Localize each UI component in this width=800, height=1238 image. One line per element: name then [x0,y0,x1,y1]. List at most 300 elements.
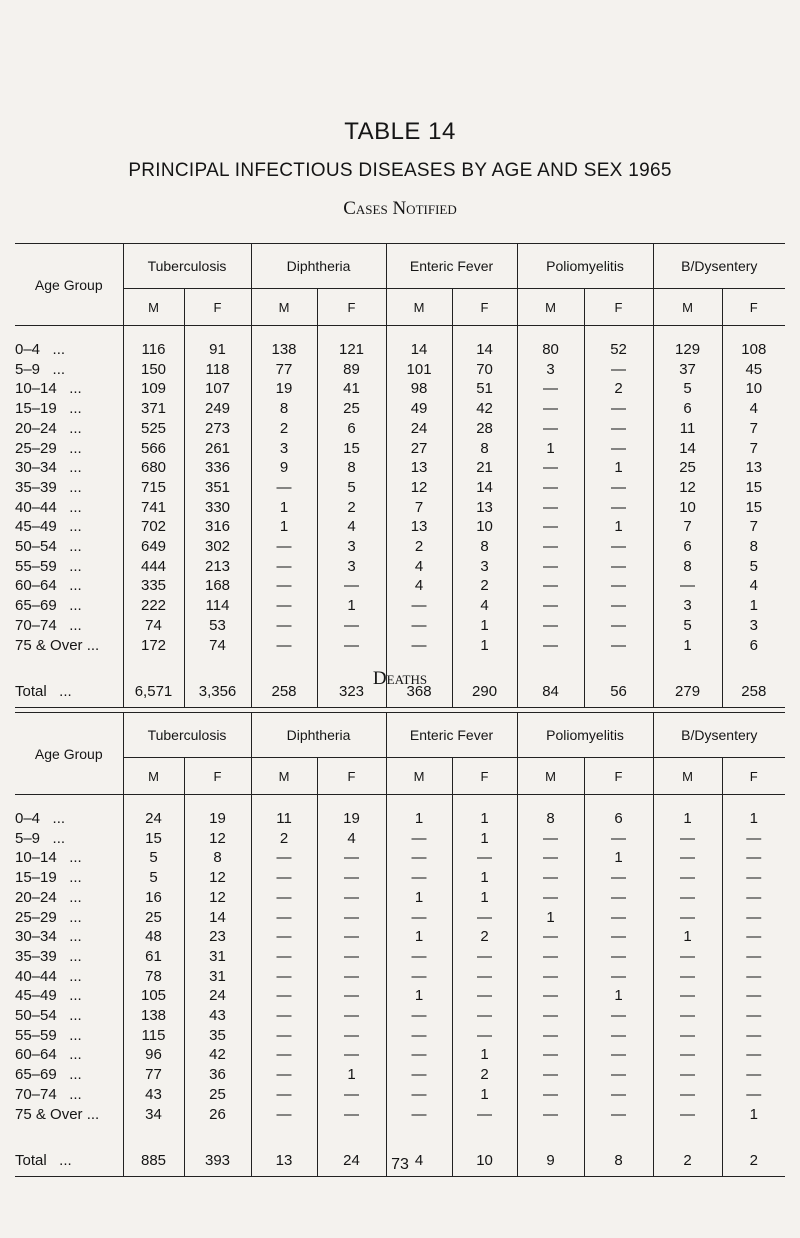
table-row [15,1006,785,1026]
page-number: 73 [391,1156,409,1173]
value-cell: — [517,986,584,1006]
value-cell: — [653,888,722,908]
value-cell: 7 [722,439,785,459]
value-cell: 19 [317,809,386,829]
value-cell: — [251,1045,317,1065]
value-cell: 8 [653,557,722,577]
table-row [15,927,785,947]
value-cell: — [251,537,317,557]
value-cell: 91 [184,340,251,360]
value-cell: 24 [317,1146,386,1177]
value-cell: — [584,1006,653,1026]
disease-header: Tuberculosis [123,244,251,289]
value-cell: 6 [722,636,785,656]
value-cell: 249 [184,399,251,419]
age-group-cell: 55–59 ... [15,557,82,575]
table-row [15,439,785,459]
value-cell: 3 [251,439,317,459]
table-row [15,360,785,380]
value-cell: — [386,1085,452,1105]
value-cell: — [584,360,653,380]
value-cell: 42 [452,399,517,419]
value-cell: 290 [452,677,517,708]
age-group-cell: 10–14 ... [15,380,82,398]
sex-header: M [386,758,452,795]
value-cell: — [517,888,584,908]
age-group-header: Age Group [34,276,103,293]
value-cell: 525 [123,419,184,439]
value-cell: 31 [184,967,251,987]
value-cell: 19 [251,379,317,399]
value-cell: — [653,1105,722,1125]
spacer-cell [722,795,785,810]
spacer-cell [386,795,452,810]
value-cell: 566 [123,439,184,459]
value-cell: 1 [722,1105,785,1125]
value-cell: 12 [653,478,722,498]
value-cell: — [584,1026,653,1046]
age-group-cell: Total ... [15,677,123,708]
table-row [15,478,785,498]
value-cell: 27 [386,439,452,459]
value-cell: — [517,379,584,399]
value-cell: 5 [317,478,386,498]
sex-header: M [653,758,722,795]
age-group-cell: 30–34 ... [15,928,82,946]
value-cell: — [452,908,517,928]
value-cell: — [584,1085,653,1105]
value-cell: 21 [452,458,517,478]
value-cell: — [317,576,386,596]
value-cell: — [517,478,584,498]
spacer-cell [653,326,722,341]
value-cell: — [517,1045,584,1065]
sex-header: F [452,758,517,795]
table-row [15,1085,785,1105]
age-group-cell: 0–4 ... [15,341,66,358]
value-cell: 12 [386,478,452,498]
sex-header: F [452,289,517,326]
value-cell: 1 [251,498,317,518]
value-cell: 129 [653,340,722,360]
spacer-cell [584,1124,653,1146]
value-cell: 116 [123,340,184,360]
table-row [15,379,785,399]
spacer-row [15,1124,785,1146]
age-group-cell: 75 & Over ... [15,636,100,654]
spacer-cell [251,795,317,810]
age-group-cell: 5–9 ... [15,829,66,847]
value-cell: — [653,576,722,596]
value-cell: — [584,537,653,557]
spacer-cell [184,326,251,341]
value-cell: 121 [317,340,386,360]
value-cell: — [584,967,653,987]
sex-header: M [517,289,584,326]
table-row [15,537,785,557]
value-cell: 741 [123,498,184,518]
age-group-cell: 10–14 ... [15,849,82,867]
value-cell: 96 [123,1045,184,1065]
value-cell: 13 [452,498,517,518]
value-cell: 5 [722,557,785,577]
value-cell: — [653,1006,722,1026]
table-row [15,908,785,928]
value-cell: 1 [584,517,653,537]
value-cell: 1 [517,439,584,459]
cases-table [15,243,785,708]
value-cell: 3 [722,616,785,636]
table-row [15,848,785,868]
table-subtitle: PRINCIPAL INFECTIOUS DISEASES BY AGE AND SEX 1965 [128,160,672,181]
value-cell: — [386,1105,452,1125]
age-group-cell: 45–49 ... [15,987,82,1005]
value-cell: — [584,498,653,518]
value-cell: 2 [251,419,317,439]
age-group-cell: 20–24 ... [15,888,82,906]
table-row [15,967,785,987]
age-group-cell: 50–54 ... [15,538,82,556]
disease-header: Poliomyelitis [517,244,653,289]
value-cell: 12 [184,868,251,888]
disease-header: Enteric Fever [386,713,517,758]
value-cell: 368 [386,677,452,708]
value-cell: 108 [722,340,785,360]
value-cell: — [584,596,653,616]
value-cell: — [517,498,584,518]
value-cell: 323 [317,677,386,708]
value-cell: — [584,478,653,498]
value-cell: — [517,1105,584,1125]
value-cell: 4 [317,517,386,537]
table-row [15,986,785,1006]
value-cell: 9 [251,458,317,478]
value-cell: 114 [184,596,251,616]
spacer-row [15,326,785,341]
value-cell: 12 [184,829,251,849]
value-cell: — [584,616,653,636]
value-cell: 3 [517,360,584,380]
value-cell: — [517,967,584,987]
value-cell: 19 [184,809,251,829]
value-cell: — [653,1026,722,1046]
sex-header: F [722,758,785,795]
value-cell: — [517,537,584,557]
value-cell: 10 [722,379,785,399]
value-cell: 74 [123,616,184,636]
value-cell: 115 [123,1026,184,1046]
value-cell: 222 [123,596,184,616]
age-group-cell: 65–69 ... [15,1066,82,1084]
value-cell: — [722,848,785,868]
value-cell: 336 [184,458,251,478]
value-cell: 14 [452,340,517,360]
value-cell: — [584,908,653,928]
value-cell: 53 [184,616,251,636]
value-cell: 6,571 [123,677,184,708]
table-row [15,576,785,596]
value-cell: — [517,1065,584,1085]
value-cell: 1 [452,1045,517,1065]
spacer-cell [386,326,452,341]
value-cell: 78 [123,967,184,987]
value-cell: 56 [584,677,653,708]
value-cell: — [517,927,584,947]
value-cell: 2 [722,1146,785,1177]
value-cell: 26 [184,1105,251,1125]
value-cell: 11 [653,419,722,439]
value-cell: 48 [123,927,184,947]
spacer-cell [15,326,123,341]
table-row [15,498,785,518]
value-cell: — [251,616,317,636]
age-group-cell: 25–29 ... [15,439,82,457]
deaths-heading: Deaths [372,668,428,689]
value-cell: — [386,947,452,967]
value-cell: 1 [386,986,452,1006]
value-cell: 1 [722,809,785,829]
value-cell: 23 [184,927,251,947]
table-row [15,868,785,888]
disease-header: Poliomyelitis [517,713,653,758]
value-cell: 4 [317,829,386,849]
value-cell: 1 [584,848,653,868]
value-cell: — [386,596,452,616]
value-cell: 74 [184,636,251,656]
table-row [15,888,785,908]
table-title: TABLE 14 [344,118,456,145]
value-cell: 138 [251,340,317,360]
value-cell: — [653,986,722,1006]
value-cell: 1 [452,829,517,849]
value-cell: — [452,967,517,987]
value-cell: 351 [184,478,251,498]
spacer-cell [317,1124,386,1146]
value-cell: — [386,829,452,849]
value-cell: 3 [452,557,517,577]
value-cell: 13 [386,517,452,537]
value-cell: — [517,829,584,849]
table-row [15,458,785,478]
value-cell: 43 [123,1085,184,1105]
value-cell: — [251,986,317,1006]
spacer-cell [317,795,386,810]
value-cell: 8 [251,399,317,419]
sex-header: M [123,289,184,326]
value-cell: — [251,927,317,947]
value-cell: 5 [123,868,184,888]
value-cell: — [317,616,386,636]
value-cell: — [251,1085,317,1105]
value-cell: — [317,1085,386,1105]
value-cell: — [452,986,517,1006]
value-cell: 34 [123,1105,184,1125]
value-cell: 89 [317,360,386,380]
spacer-cell [517,795,584,810]
value-cell: 77 [251,360,317,380]
age-group-cell: Total ... [15,1146,123,1177]
value-cell: 24 [386,419,452,439]
value-cell: — [317,848,386,868]
value-cell: — [584,636,653,656]
value-cell: 14 [452,478,517,498]
value-cell: — [517,517,584,537]
value-cell: 43 [184,1006,251,1026]
value-cell: 302 [184,537,251,557]
value-cell: 15 [123,829,184,849]
value-cell: 118 [184,360,251,380]
sex-header: F [584,758,653,795]
age-group-cell: 20–24 ... [15,419,82,437]
value-cell: 273 [184,419,251,439]
spacer-cell [184,795,251,810]
sex-header: F [184,758,251,795]
age-group-cell: 70–74 ... [15,616,82,634]
value-cell: 7 [386,498,452,518]
value-cell: 105 [123,986,184,1006]
age-group-cell: 60–64 ... [15,1046,82,1064]
value-cell: 1 [653,927,722,947]
spacer-cell [517,326,584,341]
value-cell: — [722,967,785,987]
value-cell: 14 [184,908,251,928]
value-cell: — [386,1045,452,1065]
value-cell: 109 [123,379,184,399]
spacer-cell [584,326,653,341]
value-cell: 5 [653,379,722,399]
disease-header: Enteric Fever [386,244,517,289]
value-cell: 4 [386,576,452,596]
value-cell: — [722,927,785,947]
value-cell: — [517,868,584,888]
value-cell: 13 [722,458,785,478]
sex-header: M [251,758,317,795]
value-cell: — [386,1065,452,1085]
value-cell: 2 [317,498,386,518]
value-cell: — [584,829,653,849]
value-cell: — [584,576,653,596]
sex-header: M [386,289,452,326]
value-cell: 7 [722,517,785,537]
value-cell: 258 [251,677,317,708]
value-cell: — [722,1085,785,1105]
value-cell: — [722,1026,785,1046]
age-group-cell: 35–39 ... [15,478,82,496]
value-cell: — [584,888,653,908]
value-cell: 3 [653,596,722,616]
value-cell: — [452,1026,517,1046]
value-cell: 2 [452,1065,517,1085]
spacer-cell [123,795,184,810]
value-cell: 1 [722,596,785,616]
spacer-cell [123,326,184,341]
value-cell: — [452,1006,517,1026]
value-cell: — [584,947,653,967]
table-row [15,517,785,537]
value-cell: 7 [653,517,722,537]
value-cell: 1 [653,809,722,829]
value-cell: — [251,868,317,888]
value-cell: — [317,927,386,947]
value-cell: 80 [517,340,584,360]
value-cell: — [317,868,386,888]
value-cell: 25 [653,458,722,478]
value-cell: 28 [452,419,517,439]
age-group-cell: 75 & Over ... [15,1105,100,1123]
value-cell: — [317,1105,386,1125]
value-cell: 35 [184,1026,251,1046]
value-cell: 4 [452,596,517,616]
value-cell: — [584,1045,653,1065]
value-cell: — [722,986,785,1006]
value-cell: — [517,1006,584,1026]
value-cell: 6 [653,399,722,419]
value-cell: 7 [722,419,785,439]
value-cell: 2 [653,1146,722,1177]
value-cell: 1 [653,636,722,656]
value-cell: 1 [452,636,517,656]
sex-header: F [317,289,386,326]
value-cell: — [584,927,653,947]
value-cell: — [251,1105,317,1125]
value-cell: 1 [452,616,517,636]
spacer-cell [653,1124,722,1146]
spacer-cell [251,326,317,341]
cases-heading: Cases Notified [343,198,457,219]
value-cell: 1 [452,1085,517,1105]
value-cell: 8 [722,537,785,557]
value-cell: — [452,947,517,967]
age-group-cell: 15–19 ... [15,869,82,887]
value-cell: — [317,986,386,1006]
value-cell: — [251,947,317,967]
value-cell: — [251,888,317,908]
table-row [15,1065,785,1085]
value-cell: 1 [317,1065,386,1085]
value-cell: — [452,1105,517,1125]
value-cell: — [584,419,653,439]
value-cell: 1 [386,809,452,829]
value-cell: 1 [251,517,317,537]
value-cell: — [386,967,452,987]
value-cell: 4 [386,1146,452,1177]
value-cell: — [517,636,584,656]
value-cell: 1 [517,908,584,928]
value-cell: 3 [317,537,386,557]
table-row [15,809,785,829]
value-cell: — [386,636,452,656]
value-cell: — [317,947,386,967]
value-cell: 2 [452,576,517,596]
spacer-cell [584,795,653,810]
value-cell: — [722,908,785,928]
value-cell: 1 [452,809,517,829]
table-row [15,636,785,656]
age-group-cell: 40–44 ... [15,498,82,516]
value-cell: 37 [653,360,722,380]
value-cell: — [722,829,785,849]
value-cell: 1 [452,868,517,888]
age-group-header: Age Group [34,745,103,762]
cases-body [15,326,785,708]
value-cell: 9 [517,1146,584,1177]
value-cell: 25 [123,908,184,928]
value-cell: — [386,1026,452,1046]
value-cell: 101 [386,360,452,380]
value-cell: 6 [584,809,653,829]
value-cell: 49 [386,399,452,419]
value-cell: 4 [722,399,785,419]
